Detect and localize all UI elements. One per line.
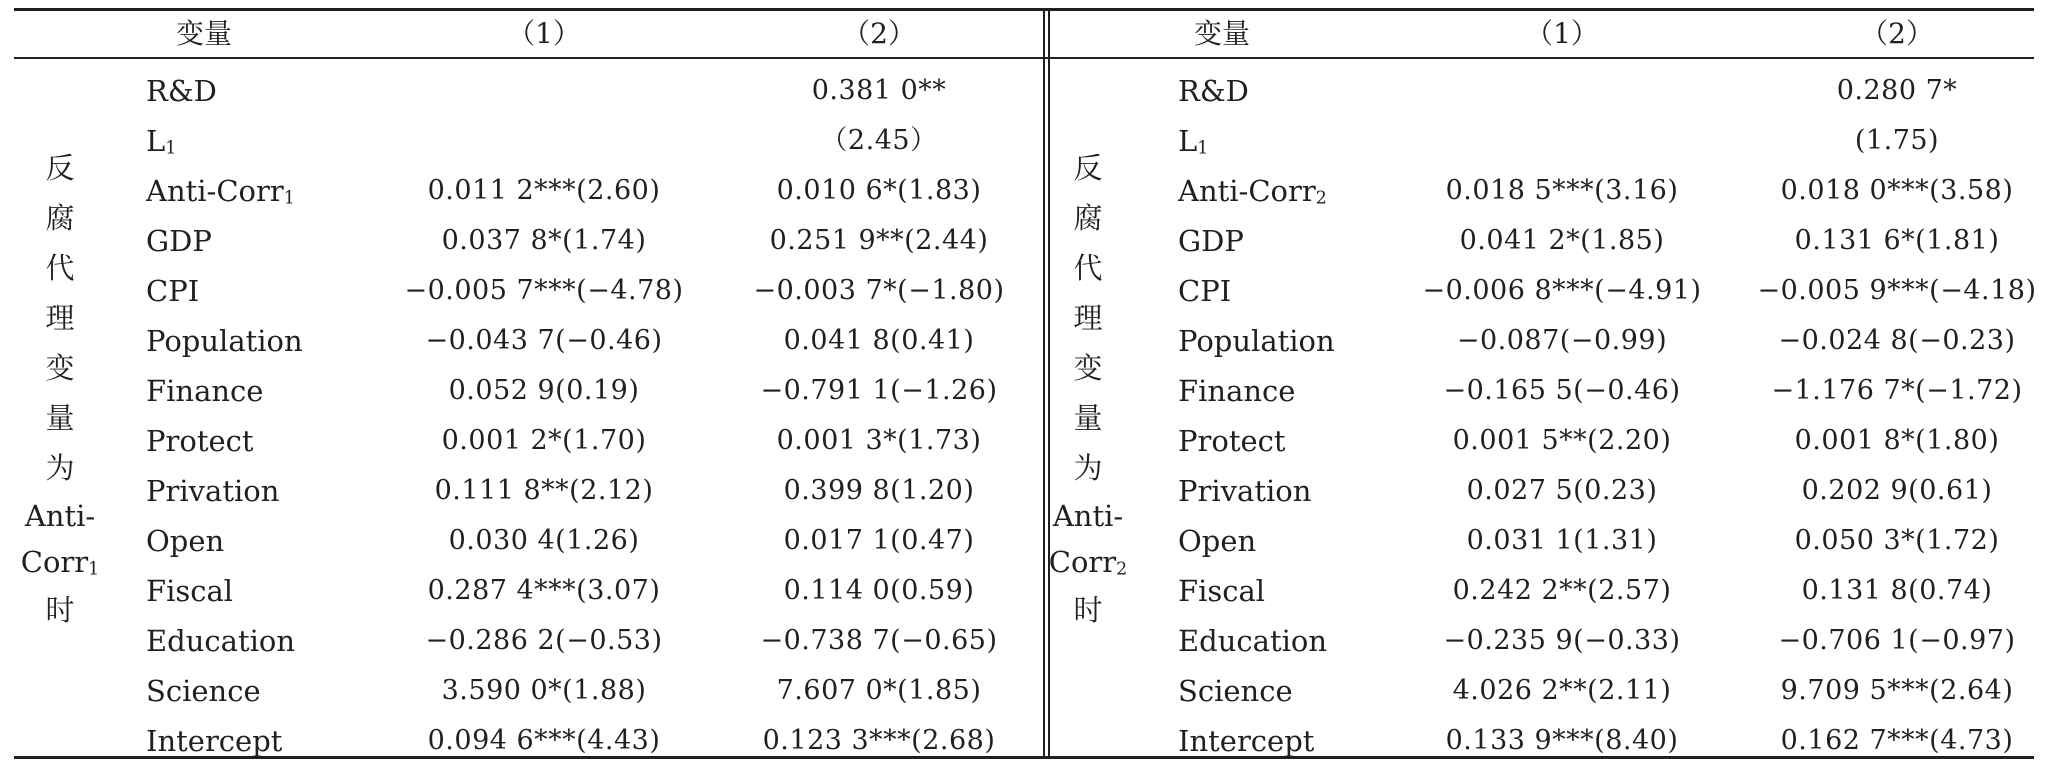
coef-col-2: 0.018 0***(3.58) [1780, 175, 2014, 206]
variable-name: R&D [146, 74, 217, 108]
variable-name: GDP [146, 224, 212, 258]
coef-col-2: 0.202 9(0.61) [1801, 475, 1993, 506]
table-row [1032, 66, 2042, 116]
table-row [1032, 566, 2042, 616]
side-label-char: Anti- [1052, 499, 1124, 533]
coef-col-2: 0.123 3***(2.68) [762, 725, 996, 756]
coef-col-2: 7.607 0*(1.85) [776, 675, 982, 706]
header-variable: 变量 [175, 17, 232, 50]
variable-name: Science [1178, 674, 1293, 708]
coef-col-1: −0.006 8***(−4.91) [1422, 275, 1702, 306]
variable-name: Fiscal [1178, 574, 1266, 608]
table-row [1032, 216, 2042, 266]
side-label-char: 量 [1073, 401, 1103, 435]
coef-col-2: 0.280 7* [1836, 75, 1958, 106]
coef-col-1: −0.005 7***(−4.78) [404, 275, 684, 306]
coef-col-1: 3.590 0*(1.88) [441, 675, 647, 706]
coef-col-2: −0.024 8(−0.23) [1778, 325, 2016, 356]
header-variable: 变量 [1193, 17, 1250, 50]
header-col-1: （1） [507, 17, 581, 50]
variable-name: $L_1$ [146, 124, 177, 159]
table-row [1032, 466, 2042, 516]
variable-name: Education [1178, 624, 1328, 658]
coef-col-2: 0.114 0(0.59) [783, 575, 975, 606]
variable-name: Intercept [1178, 724, 1315, 758]
variable-name: Privation [146, 474, 280, 508]
variable-name: Protect [1178, 424, 1286, 458]
coef-col-2: 0.041 8(0.41) [783, 325, 975, 356]
coef-col-1 [394, 66, 694, 116]
variable-name: R&D [1178, 74, 1249, 108]
variable-name: Open [1178, 524, 1257, 558]
variable-name: Education [146, 624, 296, 658]
coef-col-2: −0.706 1(−0.97) [1778, 625, 2016, 656]
coef-col-2: （2.45） [820, 125, 938, 156]
table-row [1032, 666, 2042, 716]
variable-name: $L_1$ [1178, 124, 1209, 159]
variable-name: Population [146, 324, 303, 358]
table-row [1032, 616, 2042, 666]
table-panel-anti-corr-1 [14, 8, 1024, 759]
coef-col-2: −0.005 9***(−4.18) [1757, 275, 2037, 306]
coef-col-1 [1412, 66, 1712, 116]
table-row [14, 566, 1024, 616]
coef-col-2: 9.709 5***(2.64) [1780, 675, 2014, 706]
variable-name: Population [1178, 324, 1335, 358]
side-label-char: 代 [1073, 251, 1103, 285]
coef-col-1: 0.242 2**(2.57) [1452, 575, 1672, 606]
side-label-corr: Corr$_2$ [1048, 545, 1128, 580]
coef-col-1: −0.043 7(−0.46) [425, 325, 663, 356]
table-row [14, 316, 1024, 366]
table-body [14, 66, 1024, 766]
coef-col-2: 0.010 6*(1.83) [776, 175, 982, 206]
side-label-char: 腐 [1073, 201, 1103, 235]
variable-name: Open [146, 524, 225, 558]
variable-name: Anti-Corr$_1$ [146, 174, 295, 209]
coef-col-1: 0.001 2*(1.70) [441, 425, 647, 456]
coef-col-1: 0.030 4(1.26) [448, 525, 640, 556]
coef-col-2: 0.131 8(0.74) [1801, 575, 1993, 606]
side-label-char: 时 [1073, 593, 1103, 627]
coef-col-2: (1.75) [1854, 125, 1940, 156]
variable-name: Anti-Corr$_2$ [1178, 174, 1327, 209]
table-row [14, 116, 1024, 166]
coef-col-2: 0.001 3*(1.73) [776, 425, 982, 456]
variable-name: CPI [1178, 274, 1232, 308]
table-row [14, 516, 1024, 566]
coef-col-2: 0.131 6*(1.81) [1794, 225, 2000, 256]
variable-name: Finance [1178, 374, 1296, 408]
side-label-char: 变 [45, 351, 75, 385]
table-row [14, 666, 1024, 716]
coef-col-1: 0.031 1(1.31) [1466, 525, 1658, 556]
side-label-char: Anti- [24, 499, 96, 533]
regression-table [14, 8, 2037, 760]
variable-name: Science [146, 674, 261, 708]
coef-col-1: 0.111 8**(2.12) [434, 475, 654, 506]
coef-col-1: 0.041 2*(1.85) [1459, 225, 1665, 256]
table-row [1032, 266, 2042, 316]
header-col-1: （1） [1525, 17, 1599, 50]
coef-col-2: −1.176 7*(−1.72) [1771, 375, 2023, 406]
variable-name: CPI [146, 274, 200, 308]
coef-col-2: 0.399 8(1.20) [783, 475, 975, 506]
table-row [14, 66, 1024, 116]
coef-col-1: 0.011 2***(2.60) [427, 175, 661, 206]
coef-col-2: 0.381 0** [811, 75, 947, 106]
coef-col-2: 0.050 3*(1.72) [1794, 525, 2000, 556]
side-label-char: 变 [1073, 351, 1103, 385]
variable-name: Intercept [146, 724, 283, 758]
table-row [1032, 716, 2042, 766]
coef-col-1: −0.165 5(−0.46) [1443, 375, 1681, 406]
side-label-char: 为 [45, 451, 75, 485]
coef-col-1: 4.026 2**(2.11) [1452, 675, 1672, 706]
coef-col-2: −0.003 7*(−1.80) [753, 275, 1005, 306]
coef-col-2: −0.791 1(−1.26) [760, 375, 998, 406]
table-row [14, 616, 1024, 666]
coef-col-1: 0.052 9(0.19) [448, 375, 640, 406]
side-label-char: 为 [1073, 451, 1103, 485]
coef-col-1: 0.133 9***(8.40) [1445, 725, 1679, 756]
table-row [1032, 116, 2042, 166]
table-row [14, 216, 1024, 266]
variable-name: Privation [1178, 474, 1312, 508]
coef-col-2: 0.162 7***(4.73) [1780, 725, 2014, 756]
coef-col-1 [1412, 116, 1712, 166]
table-row [14, 166, 1024, 216]
coef-col-1: 0.094 6***(4.43) [427, 725, 661, 756]
table-row [1032, 516, 2042, 566]
table-row [14, 266, 1024, 316]
coef-col-1: 0.018 5***(3.16) [1445, 175, 1679, 206]
coef-col-1: 0.037 8*(1.74) [441, 225, 647, 256]
variable-name: Finance [146, 374, 264, 408]
table-row [1032, 316, 2042, 366]
table-row [1032, 416, 2042, 466]
side-label-char: 反 [1073, 151, 1103, 185]
coef-col-2: −0.738 7(−0.65) [760, 625, 998, 656]
coef-col-1: 0.001 5**(2.20) [1452, 425, 1672, 456]
table-row [14, 416, 1024, 466]
coef-col-2: 0.001 8*(1.80) [1794, 425, 2000, 456]
header-col-2: （2） [842, 17, 916, 50]
coef-col-2: 0.251 9**(2.44) [769, 225, 989, 256]
side-label-char: 时 [45, 593, 75, 627]
side-label-corr: Corr$_1$ [20, 545, 100, 580]
table-panel-anti-corr-2 [1032, 8, 2042, 759]
side-label-char: 腐 [45, 201, 75, 235]
header-col-2: （2） [1860, 17, 1934, 50]
coef-col-1: −0.087(−0.99) [1456, 325, 1668, 356]
variable-name: Fiscal [146, 574, 234, 608]
coef-col-1 [394, 116, 694, 166]
side-label-char: 理 [45, 301, 75, 335]
coef-col-1: −0.286 2(−0.53) [425, 625, 663, 656]
coef-col-1: 0.027 5(0.23) [1466, 475, 1658, 506]
table-row [1032, 166, 2042, 216]
variable-name: Protect [146, 424, 254, 458]
side-label-char: 理 [1073, 301, 1103, 335]
coef-col-1: −0.235 9(−0.33) [1443, 625, 1681, 656]
side-label-char: 反 [45, 151, 75, 185]
coef-col-2: 0.017 1(0.47) [783, 525, 975, 556]
coef-col-1: 0.287 4***(3.07) [427, 575, 661, 606]
table-body [1032, 66, 2042, 766]
side-label-char: 量 [45, 401, 75, 435]
variable-name: GDP [1178, 224, 1244, 258]
table-row [14, 716, 1024, 766]
table-row [1032, 366, 2042, 416]
table-row [14, 466, 1024, 516]
table-row [14, 366, 1024, 416]
side-label-char: 代 [45, 251, 75, 285]
